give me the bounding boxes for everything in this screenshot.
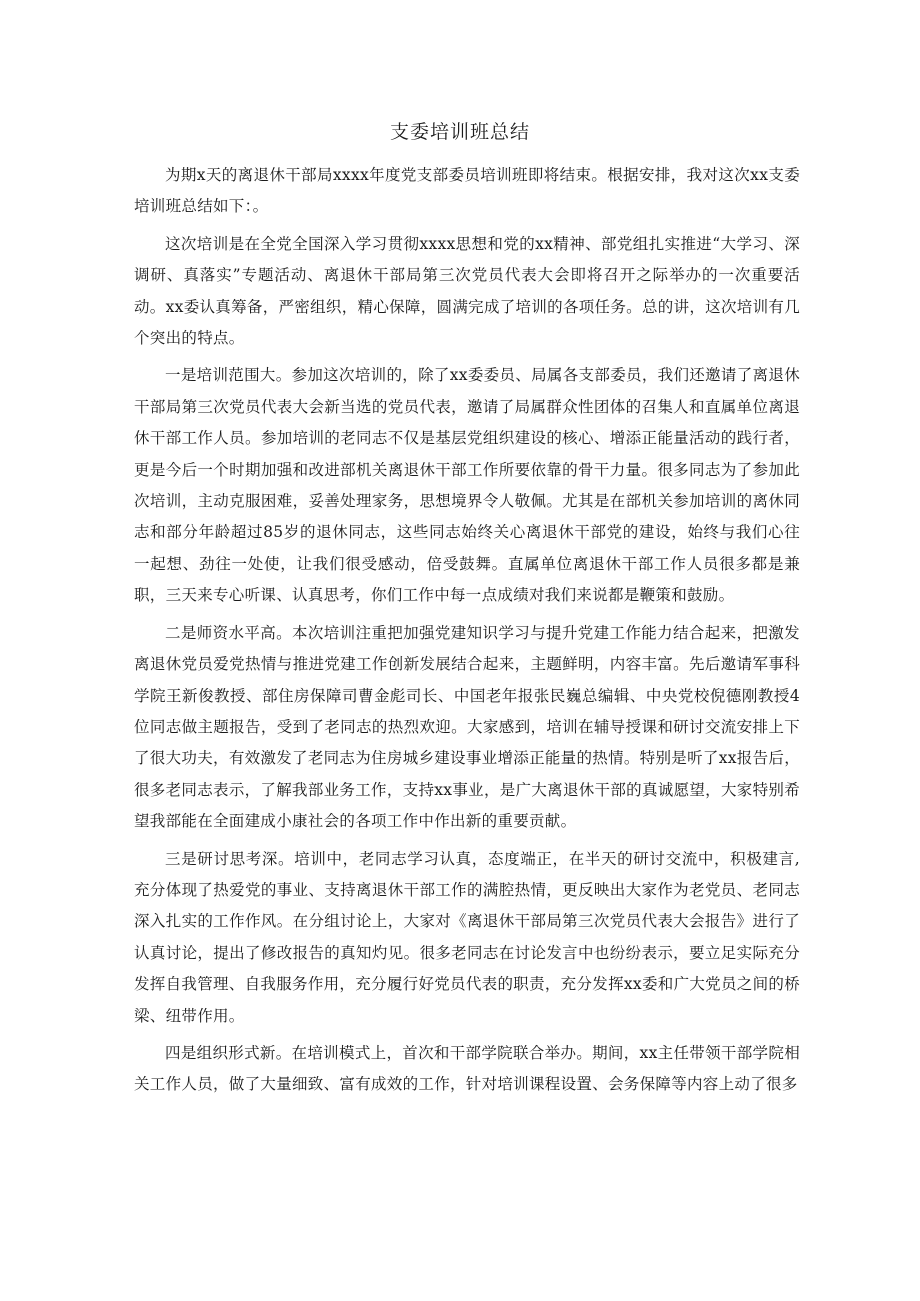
paragraph-background: 这次培训是在全党全国深入学习贯彻xxxx思想和党的xx精神、部党组扎实推进“大学习、深调研、真落实”专题活动、离退休干部局第三次党员代表大会即将召开之际举办的一次重要活动。xx委认真筹备，严密组织，精心保障，圆满完成了培训的各项任务。总的讲，这次培训有几个突出的特点。	[134, 234, 800, 348]
paragraph-point-4: 四是组织形式新。在培训模式上，首次和干部学院联合举办。期间，xx主任带领干部学院相关工作人员，做了大量细致、富有成效的工作，针对培训课程设置、会务保障等内容上动了很多	[134, 1043, 800, 1094]
paragraph-point-3: 三是研讨思考深。培训中，老同志学习认真，态度端正，在半天的研讨交流中，积极建言,充分体现了热爱党的事业、支持离退休干部工作的满腔热情，更反映出大家作为老党员、老同志深入扎实的工作作风。在分组讨论上，大家对《离退休干部局第三次党员代表大会报告》进行了认真讨论，提出了修改报告的真知灼见。很多老同志在讨论发言中也纷纷表示，要立足实际充分发挥自我管理、自我服务作用，充分履行好党员代表的职责，充分发挥xx委和广大党员之间的桥梁、纽带作用。	[134, 849, 800, 1025]
paragraph-intro: 为期x天的离退休干部局xxxx年度党支部委员培训班即将结束。根据安排，我对这次xx支委培训班总结如下：。	[134, 166, 800, 216]
paragraph-point-1: 一是培训范围大。参加这次培训的，除了xx委委员、局属各支部委员，我们还邀请了离退休干部局第三次党员代表大会新当选的党员代表，邀请了局属群众性团体的召集人和直属单位离退休干部工作人员。参加培训的老同志不仅是基层党组织建设的核心、增添正能量活动的践行者，更是今后一个时期加强和改进部机关离退休干部工作所要依靠的骨干力量。很多同志为了参加此次培训，主动克服困难，妥善处理家务，思想境界令人敬佩。尤其是在部机关参加培训的离休同志和部分年龄超过85岁的退休同志，这些同志始终关心离退休干部党的建设，始终与我们心往一起想、劲往一处使，让我们很受感动，倍受鼓舞。直属单位离退休干部工作人员很多都是兼职，三天来专心听课、认真思考，你们工作中每一点成绩对我们来说都是鞭策和鼓励。	[134, 366, 800, 605]
document-title: 支委培训班总结	[389, 121, 530, 143]
paragraph-point-2: 二是师资水平高。本次培训注重把加强党建知识学习与提升党建工作能力结合起来，把激发离退休党员爱党热情与推进党建工作创新发展结合起来，主题鲜明，内容丰富。先后邀请军事科学院王新俊教授、部住房保障司曹金彪司长、中国老年报张民巍总编辑、中央党校倪德刚教授4位同志做主题报告，受到了老同志的热烈欢迎。大家感到，培训在辅导授课和研讨交流安排上下了很大功夫，有效激发了老同志为住房城乡建设事业增添正能量的热情。特别是听了xx报告后，很多老同志表示，了解我部业务工作，支持xx事业，是广大离退休干部的真诚愿望，大家特别希望我部能在全面建成小康社会的各项工作中作出新的重要贡献。	[134, 623, 800, 831]
document-body	[134, 160, 800, 1107]
